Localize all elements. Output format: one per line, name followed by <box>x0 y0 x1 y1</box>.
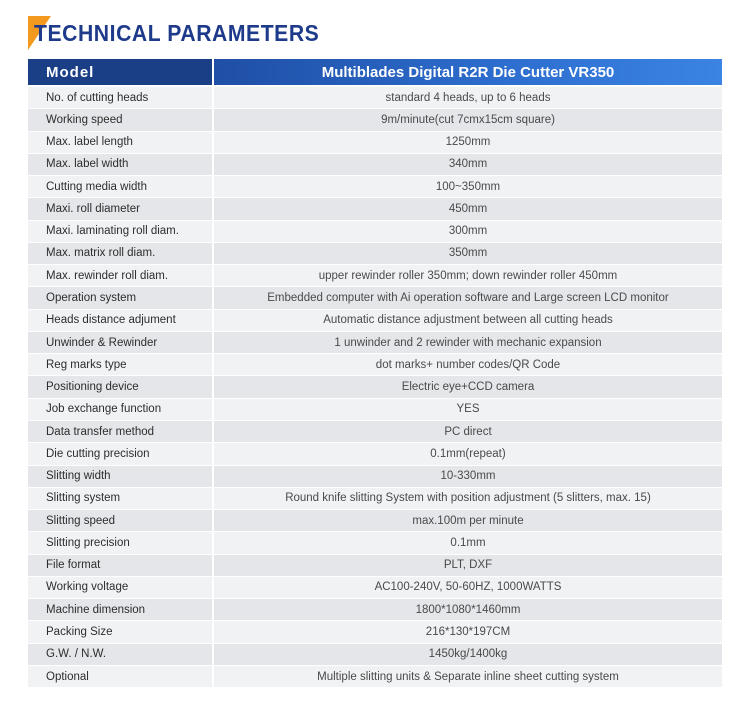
table-row <box>28 376 722 398</box>
parameter-name-cell: Unwinder & Rewinder <box>28 331 213 353</box>
parameter-name-cell: Positioning device <box>28 376 213 398</box>
parameter-value-cell: upper rewinder roller 350mm; down rewinder roller 450mm <box>213 265 722 287</box>
table-row <box>28 621 722 643</box>
parameter-name-cell: Job exchange function <box>28 398 213 420</box>
parameter-name-cell: Slitting width <box>28 465 213 487</box>
parameter-name-cell: No. of cutting heads <box>28 86 213 109</box>
header-model-cell: Multiblades Digital R2R Die Cutter VR350 <box>213 59 722 86</box>
table-row <box>28 510 722 532</box>
parameter-value-cell: 1800*1080*1460mm <box>213 599 722 621</box>
parameter-name-cell: Packing Size <box>28 621 213 643</box>
parameter-name-cell: Optional <box>28 665 213 687</box>
table-row <box>28 465 722 487</box>
parameter-name-cell: Cutting media width <box>28 176 213 198</box>
parameter-value-cell: 1450kg/1400kg <box>213 643 722 665</box>
table-row <box>28 176 722 198</box>
parameter-value-cell: 450mm <box>213 198 722 220</box>
table-row <box>28 109 722 131</box>
parameter-name-cell: Data transfer method <box>28 420 213 442</box>
table-row <box>28 532 722 554</box>
parameter-name-cell: Machine dimension <box>28 599 213 621</box>
table-row <box>28 331 722 353</box>
table-row <box>28 309 722 331</box>
parameter-name-cell: G.W. / N.W. <box>28 643 213 665</box>
parameter-value-cell: PC direct <box>213 420 722 442</box>
parameter-value-cell: 10-330mm <box>213 465 722 487</box>
parameter-value-cell: 1 unwinder and 2 rewinder with mechanic expansion <box>213 331 722 353</box>
parameter-value-cell: Automatic distance adjustment between all cutting heads <box>213 309 722 331</box>
table-row <box>28 443 722 465</box>
table-row <box>28 665 722 687</box>
table-body <box>28 86 722 688</box>
parameter-name-cell: Max. label width <box>28 153 213 175</box>
parameter-name-cell: Max. matrix roll diam. <box>28 242 213 264</box>
technical-parameters-table <box>28 59 722 688</box>
parameter-value-cell: max.100m per minute <box>213 510 722 532</box>
parameter-value-cell: YES <box>213 398 722 420</box>
table-row <box>28 131 722 153</box>
parameter-name-cell: Working speed <box>28 109 213 131</box>
table-row <box>28 487 722 509</box>
parameter-name-cell: Heads distance adjument <box>28 309 213 331</box>
parameter-value-cell: Round knife slitting System with position adjustment (5 slitters, max. 15) <box>213 487 722 509</box>
parameter-value-cell: 340mm <box>213 153 722 175</box>
parameter-value-cell: Electric eye+CCD camera <box>213 376 722 398</box>
parameter-name-cell: Maxi. roll diameter <box>28 198 213 220</box>
parameter-value-cell: dot marks+ number codes/QR Code <box>213 354 722 376</box>
parameter-value-cell: Embedded computer with Ai operation software and Large screen LCD monitor <box>213 287 722 309</box>
table-row <box>28 554 722 576</box>
parameter-value-cell: 350mm <box>213 242 722 264</box>
table-row <box>28 398 722 420</box>
parameter-value-cell: 1250mm <box>213 131 722 153</box>
table-row <box>28 599 722 621</box>
parameter-name-cell: Maxi. laminating roll diam. <box>28 220 213 242</box>
parameter-value-cell: standard 4 heads, up to 6 heads <box>213 86 722 109</box>
parameter-value-cell: 9m/minute(cut 7cmx15cm square) <box>213 109 722 131</box>
page-title: TECHNICAL PARAMETERS <box>34 20 320 46</box>
parameter-value-cell: 100~350mm <box>213 176 722 198</box>
parameter-name-cell: Slitting precision <box>28 532 213 554</box>
table-row <box>28 242 722 264</box>
parameter-name-cell: Operation system <box>28 287 213 309</box>
parameter-value-cell: PLT, DXF <box>213 554 722 576</box>
parameter-value-cell: AC100-240V, 50-60HZ, 1000WATTS <box>213 576 722 598</box>
parameter-value-cell: 0.1mm <box>213 532 722 554</box>
table-row <box>28 420 722 442</box>
parameter-name-cell: Reg marks type <box>28 354 213 376</box>
table-row <box>28 198 722 220</box>
parameter-value-cell: Multiple slitting units & Separate inline sheet cutting system <box>213 665 722 687</box>
header-key-cell: Model <box>28 59 213 86</box>
parameter-value-cell: 216*130*197CM <box>213 621 722 643</box>
parameter-name-cell: Die cutting precision <box>28 443 213 465</box>
table-row <box>28 153 722 175</box>
parameter-value-cell: 0.1mm(repeat) <box>213 443 722 465</box>
table-row <box>28 220 722 242</box>
table-row <box>28 287 722 309</box>
table-row <box>28 354 722 376</box>
table-header-row <box>28 59 722 86</box>
parameter-name-cell: Slitting system <box>28 487 213 509</box>
parameter-name-cell: Max. rewinder roll diam. <box>28 265 213 287</box>
table-row <box>28 86 722 109</box>
parameter-name-cell: Slitting speed <box>28 510 213 532</box>
parameter-name-cell: Max. label length <box>28 131 213 153</box>
parameter-name-cell: File format <box>28 554 213 576</box>
parameter-value-cell: 300mm <box>213 220 722 242</box>
table-row <box>28 576 722 598</box>
table-row <box>28 643 722 665</box>
table-row <box>28 265 722 287</box>
parameter-name-cell: Working voltage <box>28 576 213 598</box>
